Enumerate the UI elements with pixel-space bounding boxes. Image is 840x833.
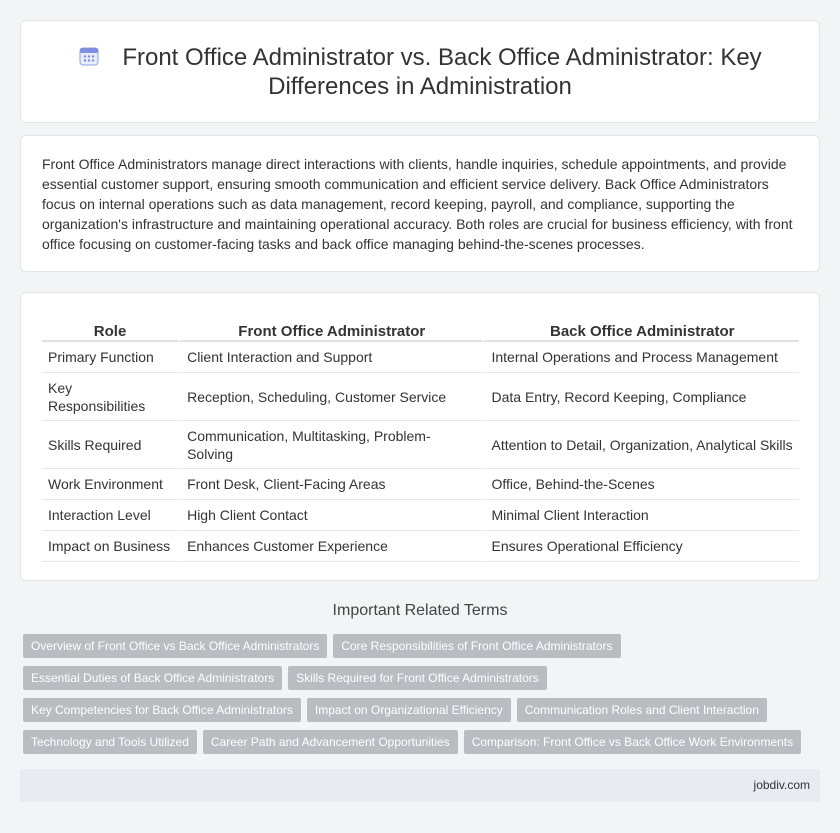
table-cell: Minimal Client Interaction bbox=[482, 500, 799, 531]
table-row bbox=[42, 531, 799, 562]
related-term-tag[interactable]: Skills Required for Front Office Administrators bbox=[288, 666, 547, 690]
header-front-office: Front Office Administrator bbox=[178, 314, 482, 342]
description-card bbox=[20, 135, 820, 272]
related-term-tag[interactable]: Impact on Organizational Efficiency bbox=[307, 698, 511, 722]
table-row bbox=[42, 500, 799, 531]
table-row bbox=[42, 373, 799, 421]
table-cell: Client Interaction and Support bbox=[178, 342, 482, 373]
table-cell: Primary Function bbox=[42, 342, 178, 373]
table-cell: High Client Contact bbox=[178, 500, 482, 531]
related-term-tag[interactable]: Key Competencies for Back Office Administrators bbox=[23, 698, 301, 722]
table-header-row bbox=[42, 314, 799, 342]
table-row bbox=[42, 469, 799, 500]
table-cell: Data Entry, Record Keeping, Compliance bbox=[482, 373, 799, 421]
table-cell: Key Responsibilities bbox=[42, 373, 178, 421]
description-text: Front Office Administrators manage direct interactions with clients, handle inquiries, schedule appointments, and provide essential customer support, ensuring smooth communication and efficient service delivery. Back Office Administrators focus on internal operations such as data management, record keeping, payroll, and compliance, supporting the organization's infrastructure and maintaining operational accuracy. Both roles are crucial for business efficiency, with front office focusing on customer-facing tasks and back office managing behind-the-scenes processes. bbox=[42, 156, 793, 252]
table-row bbox=[42, 342, 799, 373]
related-terms-title: Important Related Terms bbox=[332, 602, 508, 619]
related-term-tag[interactable]: Essential Duties of Back Office Administrators bbox=[23, 666, 282, 690]
footer-site-link[interactable]: jobdiv.com bbox=[753, 778, 810, 792]
table-cell: Enhances Customer Experience bbox=[178, 531, 482, 562]
comparison-table bbox=[42, 314, 799, 562]
tag-row bbox=[23, 730, 823, 762]
header-role: Role bbox=[42, 314, 178, 342]
related-term-tag[interactable]: Comparison: Front Office vs Back Office Work Environments bbox=[464, 730, 801, 754]
related-terms-tags bbox=[23, 634, 823, 762]
page-title: Front Office Administrator vs. Back Office Administrator: Key Differences in Administration bbox=[122, 44, 762, 100]
page-title-wrap bbox=[21, 43, 819, 101]
title-card bbox=[20, 20, 820, 123]
table-cell: Skills Required bbox=[42, 421, 178, 469]
table-cell: Internal Operations and Process Management bbox=[482, 342, 799, 373]
table-cell: Communication, Multitasking, Problem-Solving bbox=[178, 421, 482, 469]
table-row bbox=[42, 421, 799, 469]
table-cell: Ensures Operational Efficiency bbox=[482, 531, 799, 562]
related-term-tag[interactable]: Career Path and Advancement Opportunities bbox=[203, 730, 458, 754]
related-term-tag[interactable]: Core Responsibilities of Front Office Administrators bbox=[333, 634, 620, 658]
calendar-icon bbox=[78, 45, 100, 67]
tag-row bbox=[23, 634, 823, 666]
table-cell: Interaction Level bbox=[42, 500, 178, 531]
tag-row bbox=[23, 666, 823, 698]
table-cell: Work Environment bbox=[42, 469, 178, 500]
table-cell: Office, Behind-the-Scenes bbox=[482, 469, 799, 500]
tag-row bbox=[23, 698, 823, 730]
table-cell: Reception, Scheduling, Customer Service bbox=[178, 373, 482, 421]
comparison-card bbox=[20, 292, 820, 581]
table-cell: Front Desk, Client-Facing Areas bbox=[178, 469, 482, 500]
related-term-tag[interactable]: Technology and Tools Utilized bbox=[23, 730, 197, 754]
table-cell: Attention to Detail, Organization, Analytical Skills bbox=[482, 421, 799, 469]
table-cell: Impact on Business bbox=[42, 531, 178, 562]
footer bbox=[20, 769, 820, 802]
related-term-tag[interactable]: Overview of Front Office vs Back Office Administrators bbox=[23, 634, 327, 658]
related-term-tag[interactable]: Communication Roles and Client Interaction bbox=[517, 698, 767, 722]
header-back-office: Back Office Administrator bbox=[482, 314, 799, 342]
